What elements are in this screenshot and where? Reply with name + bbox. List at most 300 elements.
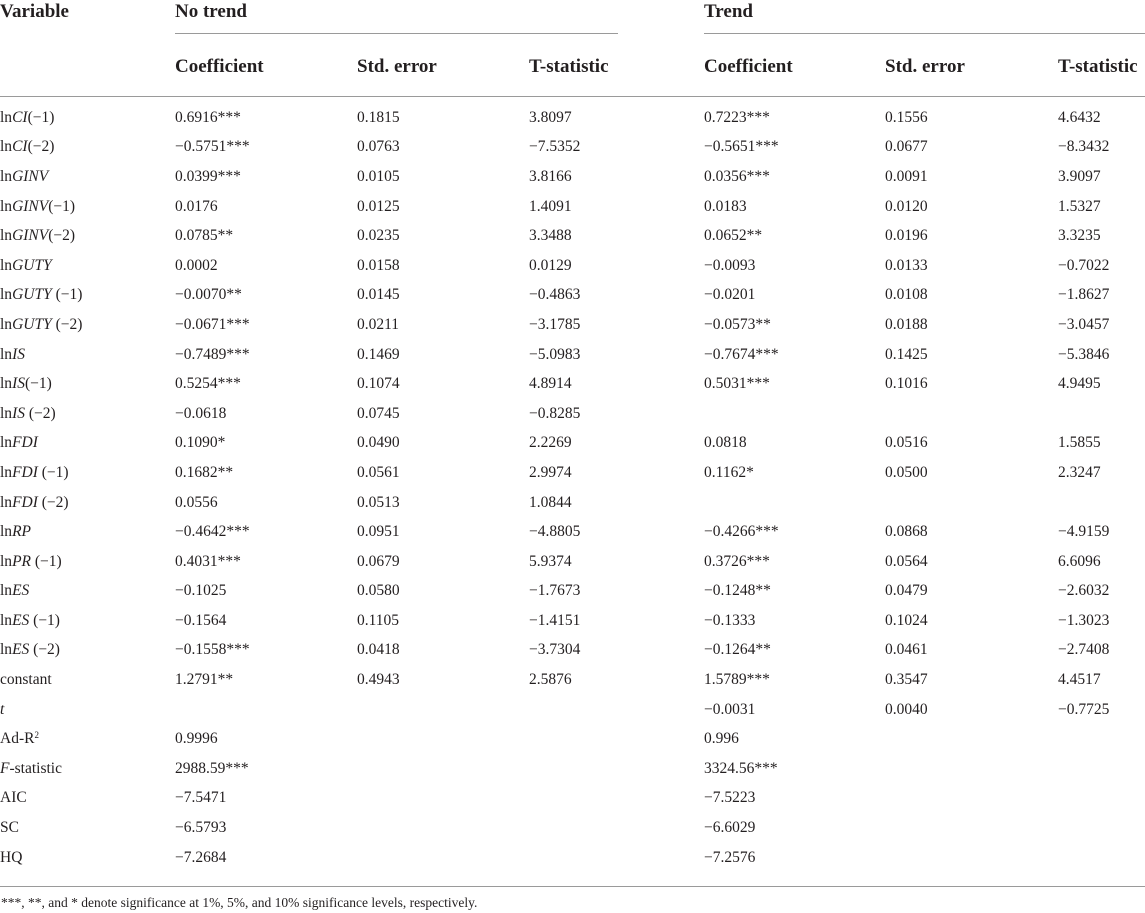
column-gap	[627, 606, 704, 636]
cell-coef-trend: −0.0031	[704, 700, 756, 718]
row-variable	[0, 843, 175, 873]
col-t-statistic-2: T-statistic	[1058, 38, 1145, 97]
cell-t-trend: −0.7022	[1058, 256, 1110, 274]
cell-t-trend: −3.0457	[1058, 315, 1110, 333]
variable-prefix: ln	[0, 375, 13, 393]
row-variable	[0, 813, 175, 843]
column-gap	[627, 281, 704, 311]
table-row	[0, 192, 1145, 222]
row-variable	[0, 488, 175, 518]
cell-se-trend: 0.0108	[885, 286, 928, 304]
cell-coef-no-trend: −0.4642***	[175, 523, 250, 541]
cell-coef-trend	[704, 399, 885, 429]
cell-t-no-trend: 1.4091	[529, 197, 572, 215]
cell-t-trend: 3.9097	[1058, 167, 1101, 185]
column-gap	[627, 665, 704, 695]
column-gap	[627, 369, 704, 399]
variable-name: GUTY	[12, 256, 52, 274]
cell-se-no-trend: 0.0105	[357, 167, 400, 185]
cell-se-no-trend: 0.0145	[357, 286, 400, 304]
table-row	[0, 162, 1145, 192]
variable-suffix: (−1)	[51, 286, 83, 304]
cell-coef-trend: −0.7674***	[704, 345, 779, 363]
column-gap	[627, 340, 704, 370]
variable-name: IS	[12, 404, 25, 422]
cell-se-no-trend	[357, 754, 529, 784]
variable-prefix: ln	[0, 463, 13, 481]
cell-se-trend	[885, 399, 1058, 429]
cell-t-trend: −1.8627	[1058, 286, 1110, 304]
row-variable	[0, 192, 175, 222]
variable-prefix: ln	[0, 523, 13, 541]
column-gap	[627, 754, 704, 784]
table-row	[0, 251, 1145, 281]
cell-coef-trend: 0.0356***	[704, 167, 770, 185]
cell-t-no-trend: −4.8805	[529, 523, 581, 541]
cell-se-no-trend: 0.0490	[357, 434, 400, 452]
cell-coef-no-trend: −0.0671***	[175, 315, 250, 333]
cell-coef-trend: −0.0201	[704, 286, 756, 304]
cell-t-no-trend: −3.1785	[529, 315, 581, 333]
cell-coef-trend: 0.3726***	[704, 552, 770, 570]
cell-coef-trend: 0.5031***	[704, 375, 770, 393]
cell-t-trend	[1058, 488, 1145, 518]
cell-coef-no-trend: −0.0070**	[175, 286, 242, 304]
cell-coef-no-trend: −0.1564	[175, 611, 227, 629]
table-row	[0, 695, 1145, 725]
table-row	[0, 369, 1145, 399]
cell-coef-no-trend: 0.5254***	[175, 375, 241, 393]
cell-t-no-trend: −7.5352	[529, 138, 581, 156]
cell-t-trend	[1058, 754, 1145, 784]
variable-name: F	[0, 759, 10, 777]
cell-coef-no-trend: 0.6916***	[175, 108, 241, 126]
cell-se-no-trend: 0.1815	[357, 108, 400, 126]
variable-suffix: (−1)	[24, 375, 52, 393]
cell-t-trend: 6.6096	[1058, 552, 1101, 570]
cell-se-trend	[885, 784, 1058, 814]
table-row	[0, 281, 1145, 311]
cell-coef-no-trend: −0.1025	[175, 582, 227, 600]
variable-prefix: ln	[0, 108, 13, 126]
cell-se-no-trend: 0.0211	[357, 315, 400, 333]
cell-se-no-trend: 0.0580	[357, 582, 400, 600]
cell-se-trend	[885, 754, 1058, 784]
variable-name: t	[0, 700, 5, 718]
cell-coef-trend: 0.0818	[704, 434, 747, 452]
cell-coef-trend	[704, 488, 885, 518]
cell-se-trend: 0.0461	[885, 641, 928, 659]
cell-se-no-trend: 0.1469	[357, 345, 400, 363]
cell-se-trend	[885, 488, 1058, 518]
footer-rule	[0, 886, 1145, 887]
col-gap	[627, 38, 704, 97]
cell-coef-trend: −0.0573**	[704, 315, 771, 333]
variable-suffix: (−2)	[48, 227, 76, 245]
row-variable	[0, 547, 175, 577]
column-gap	[627, 695, 704, 725]
cell-t-no-trend: −0.8285	[529, 404, 581, 422]
variable-suffix: (−2)	[51, 315, 83, 333]
column-gap	[627, 547, 704, 577]
cell-t-trend: −4.9159	[1058, 523, 1110, 541]
row-variable	[0, 458, 175, 488]
cell-t-trend	[1058, 724, 1145, 754]
cell-se-trend: 0.0564	[885, 552, 928, 570]
cell-coef-no-trend: −0.1558***	[175, 641, 250, 659]
table-row	[0, 636, 1145, 666]
table-row	[0, 577, 1145, 607]
footnote: ***, **, and * denote significance at 1%, 5%, and 10% significance levels, respectively.	[1, 895, 478, 910]
cell-t-no-trend: 3.8097	[529, 108, 572, 126]
variable-superscript: 2	[34, 730, 39, 741]
cell-t-no-trend: 0.0129	[529, 256, 572, 274]
row-variable	[0, 399, 175, 429]
cell-t-no-trend	[529, 724, 627, 754]
cell-coef-trend: 0.0183	[704, 197, 747, 215]
variable-name: IS	[12, 345, 25, 363]
cell-coef-no-trend: −7.5471	[175, 789, 227, 807]
variable-prefix: Ad-R	[0, 730, 35, 748]
cell-t-trend	[1058, 399, 1145, 429]
header-variable: Variable	[0, 1, 69, 22]
row-variable	[0, 221, 175, 251]
variable-name: GINV	[12, 167, 49, 185]
cell-se-trend: 0.0479	[885, 582, 928, 600]
group-no-trend	[175, 0, 627, 38]
col-t-statistic-1: T-statistic	[529, 38, 627, 97]
variable-prefix: ln	[0, 138, 13, 156]
cell-se-trend: 0.1016	[885, 375, 928, 393]
cell-t-no-trend	[529, 754, 627, 784]
group-no-trend-label: No trend	[175, 1, 247, 22]
cell-coef-no-trend: −0.0618	[175, 404, 227, 422]
cell-se-trend: 0.0188	[885, 315, 928, 333]
cell-t-trend: −2.7408	[1058, 641, 1110, 659]
cell-coef-trend: 1.5789***	[704, 671, 770, 689]
column-gap	[627, 221, 704, 251]
cell-coef-trend: 0.7223***	[704, 108, 770, 126]
variable-prefix: ln	[0, 286, 13, 304]
variable-prefix: constant	[0, 671, 52, 689]
cell-coef-trend: −0.1333	[704, 611, 756, 629]
cell-t-trend: −5.3846	[1058, 345, 1110, 363]
row-variable	[0, 636, 175, 666]
column-gap	[627, 636, 704, 666]
variable-name: GUTY	[12, 315, 52, 333]
cell-coef-trend: 0.0652**	[704, 227, 763, 245]
cell-t-no-trend: 4.8914	[529, 375, 572, 393]
col-std-error-1: Std. error	[357, 38, 529, 97]
variable-suffix: (−1)	[27, 108, 55, 126]
cell-coef-no-trend	[175, 695, 357, 725]
table-row	[0, 547, 1145, 577]
col-std-error-2: Std. error	[885, 38, 1058, 97]
table-row	[0, 784, 1145, 814]
cell-coef-no-trend: −7.2684	[175, 848, 227, 866]
cell-t-no-trend: −1.7673	[529, 582, 581, 600]
variable-name: FDI	[12, 463, 38, 481]
cell-se-no-trend	[357, 843, 529, 873]
cell-coef-no-trend: 0.0002	[175, 256, 218, 274]
group-no-trend-rule	[175, 33, 618, 34]
row-variable	[0, 724, 175, 754]
cell-t-trend: −8.3432	[1058, 138, 1110, 156]
cell-t-trend: −2.6032	[1058, 582, 1110, 600]
cell-t-no-trend: 3.8166	[529, 167, 572, 185]
cell-coef-trend: −7.2576	[704, 848, 756, 866]
table-row	[0, 429, 1145, 459]
table-row	[0, 488, 1145, 518]
column-gap	[627, 310, 704, 340]
variable-name: PR	[12, 552, 31, 570]
cell-se-trend: 0.0677	[885, 138, 928, 156]
cell-se-trend: 0.0196	[885, 227, 928, 245]
variable-suffix: (−2)	[29, 641, 60, 659]
cell-t-no-trend: −3.7304	[529, 641, 581, 659]
cell-t-no-trend: 2.9974	[529, 463, 572, 481]
variable-name: GINV	[12, 197, 49, 215]
table-row	[0, 340, 1145, 370]
cell-se-no-trend: 0.1074	[357, 375, 400, 393]
column-gap	[627, 488, 704, 518]
table-row	[0, 813, 1145, 843]
column-gap	[627, 162, 704, 192]
table-row	[0, 606, 1145, 636]
row-variable	[0, 754, 175, 784]
row-variable	[0, 517, 175, 547]
variable-prefix: ln	[0, 315, 13, 333]
cell-coef-no-trend: −0.7489***	[175, 345, 250, 363]
variable-suffix: (−2)	[37, 493, 69, 511]
cell-se-no-trend: 0.0679	[357, 552, 400, 570]
table-row	[0, 458, 1145, 488]
column-gap	[627, 577, 704, 607]
variable-name: CI	[12, 108, 28, 126]
cell-coef-no-trend: −6.5793	[175, 819, 227, 837]
variable-prefix: ln	[0, 611, 13, 629]
cell-t-no-trend: −5.0983	[529, 345, 581, 363]
table-row	[0, 221, 1145, 251]
cell-coef-trend: −0.1264**	[704, 641, 771, 659]
cell-t-no-trend: 1.0844	[529, 493, 572, 511]
cell-se-no-trend	[357, 813, 529, 843]
variable-name: RP	[12, 523, 31, 541]
variable-prefix: ln	[0, 493, 13, 511]
cell-coef-no-trend: 0.1090*	[175, 434, 226, 452]
cell-t-trend: 4.4517	[1058, 671, 1101, 689]
cell-se-no-trend: 0.4943	[357, 671, 400, 689]
table-row	[0, 517, 1145, 547]
cell-se-trend: 0.0868	[885, 523, 928, 541]
cell-se-trend: 0.3547	[885, 671, 928, 689]
variable-prefix: ln	[0, 404, 13, 422]
variable-name: IS	[12, 375, 25, 393]
table-row	[0, 310, 1145, 340]
variable-prefix: ln	[0, 167, 13, 185]
cell-t-trend: 1.5855	[1058, 434, 1101, 452]
variable-name: ES	[12, 641, 30, 659]
cell-t-trend: 1.5327	[1058, 197, 1101, 215]
variable-prefix: ln	[0, 641, 13, 659]
cell-t-no-trend: −1.4151	[529, 611, 581, 629]
variable-name: ES	[12, 582, 30, 600]
column-gap	[627, 399, 704, 429]
variable-prefix: SC	[0, 819, 19, 837]
variable-prefix: HQ	[0, 848, 23, 866]
row-variable	[0, 665, 175, 695]
variable-prefix: ln	[0, 197, 13, 215]
table-row	[0, 843, 1145, 873]
row-variable	[0, 281, 175, 311]
cell-coef-no-trend: 0.0556	[175, 493, 218, 511]
variable-prefix: ln	[0, 582, 13, 600]
row-variable	[0, 577, 175, 607]
cell-coef-trend: −0.1248**	[704, 582, 771, 600]
header-variable-blank	[0, 38, 175, 97]
cell-se-trend: 0.0500	[885, 463, 928, 481]
variable-suffix: -statistic	[9, 759, 62, 777]
variable-prefix: ln	[0, 552, 13, 570]
row-variable	[0, 162, 175, 192]
cell-se-trend: 0.0040	[885, 700, 928, 718]
cell-t-no-trend	[529, 843, 627, 873]
cell-t-no-trend: 2.5876	[529, 671, 572, 689]
variable-name: FDI	[12, 434, 38, 452]
variable-name: FDI	[12, 493, 38, 511]
group-trend-label: Trend	[704, 1, 753, 22]
cell-coef-no-trend: 0.0399***	[175, 167, 241, 185]
cell-se-trend: 0.1024	[885, 611, 928, 629]
column-gap	[627, 429, 704, 459]
cell-coef-trend: −0.5651***	[704, 138, 779, 156]
cell-coef-trend: −6.6029	[704, 819, 756, 837]
variable-prefix: ln	[0, 227, 13, 245]
row-variable	[0, 429, 175, 459]
row-variable	[0, 784, 175, 814]
column-gap	[627, 251, 704, 281]
row-variable	[0, 369, 175, 399]
cell-coef-trend: −0.0093	[704, 256, 756, 274]
cell-t-trend: 3.3235	[1058, 227, 1101, 245]
cell-t-trend	[1058, 843, 1145, 873]
cell-se-no-trend: 0.0125	[357, 197, 400, 215]
cell-t-trend	[1058, 813, 1145, 843]
cell-se-trend: 0.0133	[885, 256, 928, 274]
cell-se-no-trend: 0.0418	[357, 641, 400, 659]
cell-se-no-trend: 0.0235	[357, 227, 400, 245]
row-variable	[0, 97, 175, 133]
cell-coef-trend: 3324.56***	[704, 759, 778, 777]
column-gap	[627, 458, 704, 488]
cell-t-no-trend: −0.4863	[529, 286, 581, 304]
cell-se-trend: 0.0091	[885, 167, 928, 185]
variable-name: CI	[12, 138, 28, 156]
group-trend	[704, 0, 1145, 38]
cell-t-no-trend	[529, 813, 627, 843]
variable-suffix: (−1)	[31, 552, 62, 570]
cell-t-no-trend: 5.9374	[529, 552, 572, 570]
cell-coef-trend: −7.5223	[704, 789, 756, 807]
variable-name: GUTY	[12, 286, 52, 304]
variable-prefix: AIC	[0, 789, 27, 807]
variable-prefix: ln	[0, 434, 13, 452]
row-variable	[0, 251, 175, 281]
variable-suffix: (−1)	[29, 611, 60, 629]
cell-t-no-trend	[529, 784, 627, 814]
table-body	[0, 97, 1145, 873]
cell-se-no-trend: 0.0513	[357, 493, 400, 511]
cell-se-trend	[885, 813, 1058, 843]
cell-coef-no-trend: 0.1682**	[175, 463, 234, 481]
cell-coef-trend: −0.4266***	[704, 523, 779, 541]
table-row	[0, 665, 1145, 695]
cell-se-no-trend	[357, 784, 529, 814]
table-row	[0, 724, 1145, 754]
cell-t-no-trend: 2.2269	[529, 434, 572, 452]
cell-coef-no-trend: 1.2791**	[175, 671, 234, 689]
cell-t-no-trend	[529, 695, 627, 725]
cell-se-no-trend	[357, 695, 529, 725]
cell-t-trend: −1.3023	[1058, 611, 1110, 629]
cell-coef-no-trend: 0.0785**	[175, 227, 234, 245]
cell-t-trend: 2.3247	[1058, 463, 1101, 481]
group-trend-rule	[704, 33, 1145, 34]
cell-se-no-trend: 0.0158	[357, 256, 400, 274]
column-gap	[627, 517, 704, 547]
row-variable	[0, 606, 175, 636]
cell-t-trend	[1058, 784, 1145, 814]
cell-se-no-trend: 0.0561	[357, 463, 400, 481]
cell-t-trend: 4.6432	[1058, 108, 1101, 126]
column-gap	[627, 813, 704, 843]
variable-suffix: (−1)	[37, 463, 69, 481]
row-variable	[0, 695, 175, 725]
column-gap	[627, 97, 704, 133]
variable-name: GINV	[12, 227, 49, 245]
cell-se-trend: 0.1425	[885, 345, 928, 363]
cell-se-trend	[885, 724, 1058, 754]
column-gap	[627, 724, 704, 754]
table-row	[0, 399, 1145, 429]
cell-coef-no-trend: 0.0176	[175, 197, 218, 215]
cell-se-trend: 0.0516	[885, 434, 928, 452]
cell-se-no-trend: 0.0763	[357, 138, 400, 156]
cell-se-trend: 0.1556	[885, 108, 928, 126]
cell-se-no-trend: 0.1105	[357, 611, 400, 629]
cell-se-trend: 0.0120	[885, 197, 928, 215]
row-variable	[0, 340, 175, 370]
cell-se-no-trend: 0.0951	[357, 523, 400, 541]
row-variable	[0, 133, 175, 163]
variable-prefix: ln	[0, 256, 13, 274]
variable-suffix: (−2)	[27, 138, 55, 156]
variable-prefix: ln	[0, 345, 13, 363]
variable-suffix: (−1)	[48, 197, 76, 215]
cell-coef-trend: 0.996	[704, 730, 739, 748]
table-row	[0, 754, 1145, 784]
cell-coef-no-trend: −0.5751***	[175, 138, 250, 156]
header-gap	[627, 0, 704, 38]
column-gap	[627, 784, 704, 814]
col-coefficient-2: Coefficient	[704, 38, 885, 97]
column-gap	[627, 192, 704, 222]
column-gap	[627, 843, 704, 873]
cell-t-no-trend: 3.3488	[529, 227, 572, 245]
cell-se-trend	[885, 843, 1058, 873]
cell-se-no-trend	[357, 724, 529, 754]
cell-coef-trend: 0.1162*	[704, 463, 754, 481]
